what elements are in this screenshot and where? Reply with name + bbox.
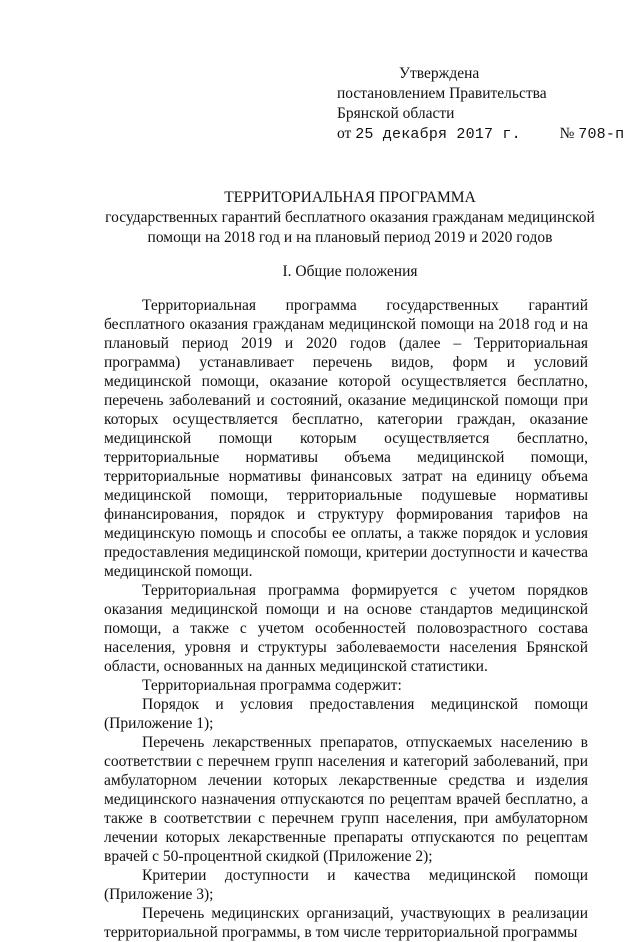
approval-line-decree: постановлением Правительства xyxy=(337,85,547,102)
approval-line-approved: Утверждена xyxy=(399,65,480,82)
document-body xyxy=(104,296,588,942)
approval-line-date xyxy=(337,124,624,145)
decree-number: 708-п xyxy=(578,126,625,143)
paragraph-contents: Территориальная программа содержит: xyxy=(142,677,402,694)
title-sub-line-2: помощи на 2018 год и на плановый период 2019 и 2020 годов xyxy=(147,229,553,246)
title-main: ТЕРРИТОРИАЛЬНАЯ ПРОГРАММА xyxy=(224,189,476,206)
document-title xyxy=(100,188,600,248)
decree-date: 25 декабря 2017 г. xyxy=(355,126,521,143)
paragraph-formation: Территориальная программа формируется с учетом порядков оказания медицинской помощи и на основе стандартов медицинской помощи, а также с учетом особенностей половозрастного состава населения, уровня и структуры заболеваемости населения Брянской области, основанных на данных медицинской статистики. xyxy=(104,582,588,675)
list-item-appendix-1: Порядок и условия предоставления медицинской помощи (Приложение 1); xyxy=(104,696,588,732)
list-item-organizations: Перечень медицинских организаций, участвующих в реализации территориальной программы, в том числе территориальной программы xyxy=(104,905,588,941)
section-heading: I. Общие положения xyxy=(282,263,418,280)
list-item-appendix-2: Перечень лекарственных препаратов, отпускаемых населению в соответствии с перечнем групп населения и категорий заболеваний, при амбулаторном лечении которых лекарственные средства и изделия медицинского назначения отпускаются по рецептам врачей бесплатно, а также в соответствии с перечнем групп населения, при амбулаторном лечении которых лекарственные препараты отпускаются по рецептам врачей с 50-процентной скидкой (Приложение 2); xyxy=(104,734,588,865)
paragraph-intro: Территориальная программа государственных гарантий бесплатного оказания гражданам медицинской помощи на 2018 год и на плановый период 2019 и 2020 годов (далее – Территориальная программа) устанавливает перечень видов, форм и условий медицинской помощи, оказание которой осуществляется бесплатно, перечень заболеваний и состояний, оказание медицинской помощи при которых осуществляется бесплатно, категории граждан, оказание медицинской помощи которым осуществляется бесплатно, территориальные нормативы объема медицинской помощи, территориальные нормативы финансовых затрат на единицу объема медицинской помощи, территориальные подушевые нормативы финансирования, порядок и структуру формирования тарифов на медицинскую помощь и способы ее оплаты, а также порядок и условия предоставления медицинской помощи, критерии доступности и качества медицинской помощи. xyxy=(104,297,588,580)
title-sub-line-1: государственных гарантий бесплатного оказания гражданам медицинской xyxy=(105,209,595,226)
date-prefix: от xyxy=(337,125,356,142)
approval-stamp xyxy=(337,64,624,145)
list-item-appendix-3: Критерии доступности и качества медицинской помощи (Приложение 3); xyxy=(104,867,588,903)
number-sign: № xyxy=(559,125,575,142)
approval-line-region: Брянской области xyxy=(337,105,455,122)
